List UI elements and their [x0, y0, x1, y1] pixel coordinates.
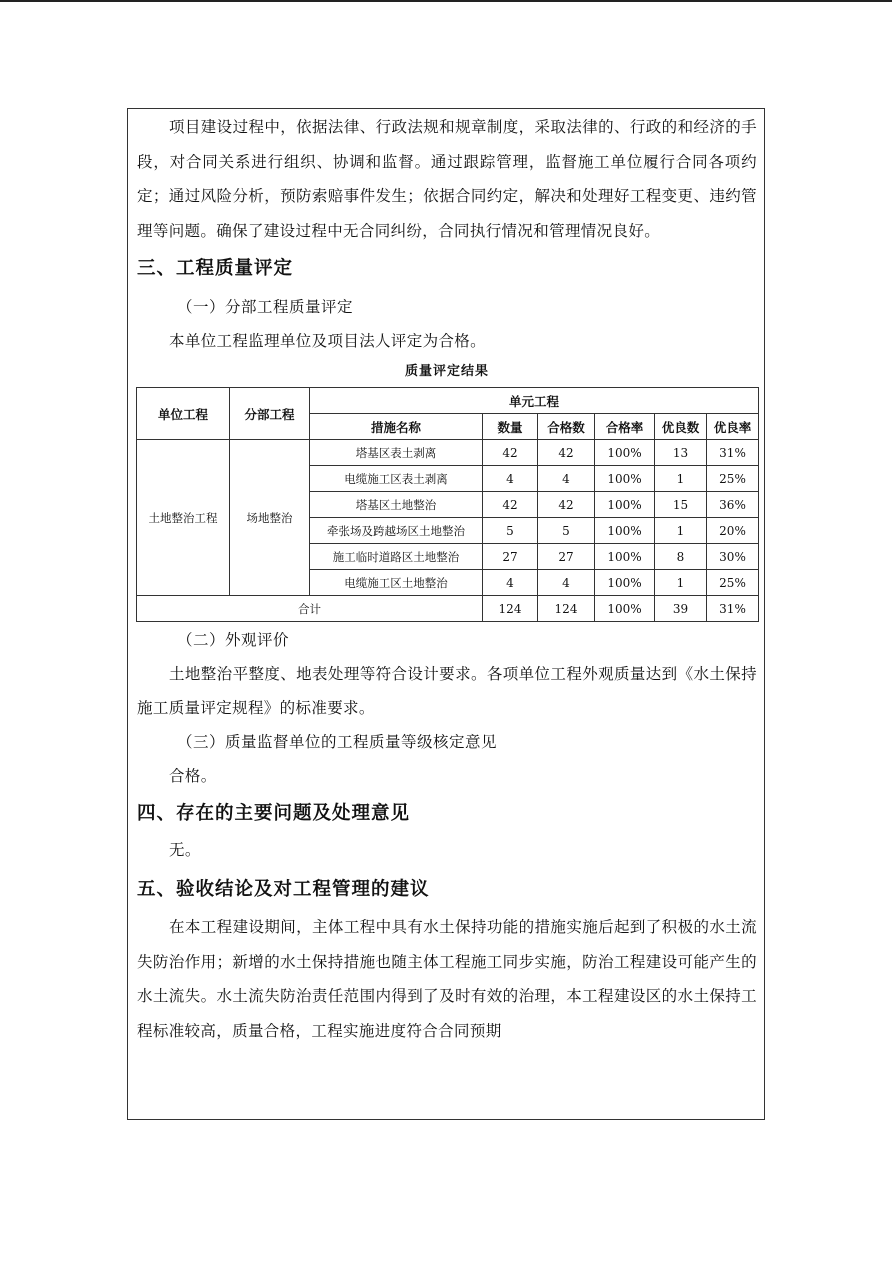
excellent-cell: 15	[655, 492, 707, 518]
qualified-cell: 5	[538, 518, 595, 544]
excellent-cell: 1	[655, 466, 707, 492]
quality-assessment-table	[136, 387, 759, 622]
measure-cell: 牵张场及跨越场区土地整治	[310, 518, 483, 544]
subsection-1-heading: （一）分部工程质量评定	[177, 298, 354, 316]
section-5-heading: 五、验收结论及对工程管理的建议	[137, 879, 430, 900]
excellent-rate-cell: 30%	[707, 544, 759, 570]
header-measure-name: 措施名称	[310, 414, 483, 440]
header-excellent-rate: 优良率	[707, 414, 759, 440]
header-sub-project: 分部工程	[230, 388, 310, 440]
count-cell: 4	[483, 466, 538, 492]
header-qualified-rate: 合格率	[595, 414, 655, 440]
page-top-rule	[0, 0, 892, 2]
document-frame	[127, 108, 765, 1120]
section-5-text: 在本工程建设期间，主体工程中具有水土保持功能的措施实施后起到了积极的水土流失防治作用；新增的水土保持措施也随主体工程施工同步实施，防治工程建设可能产生的水土流失。水土流失防治责任范围内得到了及时有效的治理，本工程建设区的水土保持工程标准较高，质量合格，工程实施进度符合合同预期	[137, 918, 757, 1040]
measure-cell: 电缆施工区土地整治	[310, 570, 483, 596]
qualified-rate-cell: 100%	[595, 492, 655, 518]
count-cell: 27	[483, 544, 538, 570]
excellent-rate-cell: 25%	[707, 570, 759, 596]
header-count: 数量	[483, 414, 538, 440]
qualified-rate-cell: 100%	[595, 518, 655, 544]
measure-cell: 施工临时道路区土地整治	[310, 544, 483, 570]
qualified-cell: 42	[538, 440, 595, 466]
count-cell: 4	[483, 570, 538, 596]
excellent-cell: 1	[655, 518, 707, 544]
contract-management-paragraph: 项目建设过程中，依据法律、行政法规和规章制度，采取法律的、行政的和经济的手段，对合同关系进行组织、协调和监督。通过跟踪管理，监督施工单位履行合同各项约定；通过风险分析，预防索赔事件发生；依据合同约定，解决和处理好工程变更、违约管理等问题。确保了建设过程中无合同纠纷，合同执行情况和管理情况良好。	[137, 118, 757, 240]
count-cell: 42	[483, 492, 538, 518]
header-element-project: 单元工程	[310, 388, 759, 414]
section-3-heading: 三、工程质量评定	[137, 258, 294, 279]
qualified-rate-cell: 100%	[595, 570, 655, 596]
count-cell: 5	[483, 518, 538, 544]
measure-cell: 电缆施工区表土剥离	[310, 466, 483, 492]
excellent-rate-cell: 31%	[707, 440, 759, 466]
total-excellent-rate-cell: 31%	[707, 596, 759, 622]
section-4-text: 无。	[169, 841, 201, 859]
subsection-3-text: 合格。	[169, 767, 217, 785]
subsection-2-text: 土地整治平整度、地表处理等符合设计要求。各项单位工程外观质量达到《水土保持施工质量评定规程》的标准要求。	[137, 665, 757, 717]
header-qualified: 合格数	[538, 414, 595, 440]
unit-project-cell: 土地整治工程	[137, 440, 230, 596]
excellent-rate-cell: 36%	[707, 492, 759, 518]
excellent-rate-cell: 20%	[707, 518, 759, 544]
qualified-cell: 42	[538, 492, 595, 518]
total-label-cell: 合计	[137, 596, 483, 622]
section-4-heading: 四、存在的主要问题及处理意见	[137, 803, 411, 824]
measure-cell: 塔基区表土剥离	[310, 440, 483, 466]
table-total-row	[137, 596, 759, 622]
measure-cell: 塔基区土地整治	[310, 492, 483, 518]
count-cell: 42	[483, 440, 538, 466]
document-body	[137, 109, 757, 1048]
excellent-cell: 13	[655, 440, 707, 466]
sub-project-cell: 场地整治	[230, 440, 310, 596]
qualified-rate-cell: 100%	[595, 544, 655, 570]
qualified-cell: 4	[538, 466, 595, 492]
total-qualified-cell: 124	[538, 596, 595, 622]
table-header-row-1	[137, 388, 759, 414]
total-excellent-cell: 39	[655, 596, 707, 622]
header-unit-project: 单位工程	[137, 388, 230, 440]
qualified-rate-cell: 100%	[595, 466, 655, 492]
subsection-3-heading: （三）质量监督单位的工程质量等级核定意见	[177, 733, 498, 751]
header-excellent: 优良数	[655, 414, 707, 440]
qualified-cell: 4	[538, 570, 595, 596]
excellent-rate-cell: 25%	[707, 466, 759, 492]
excellent-cell: 1	[655, 570, 707, 596]
total-count-cell: 124	[483, 596, 538, 622]
excellent-cell: 8	[655, 544, 707, 570]
table-row	[137, 440, 759, 466]
qualified-cell: 27	[538, 544, 595, 570]
subsection-2-heading: （二）外观评价	[177, 631, 290, 649]
subsection-1-text: 本单位工程监理单位及项目法人评定为合格。	[169, 332, 487, 350]
table-caption: 质量评定结果	[404, 364, 489, 379]
total-qualified-rate-cell: 100%	[595, 596, 655, 622]
qualified-rate-cell: 100%	[595, 440, 655, 466]
